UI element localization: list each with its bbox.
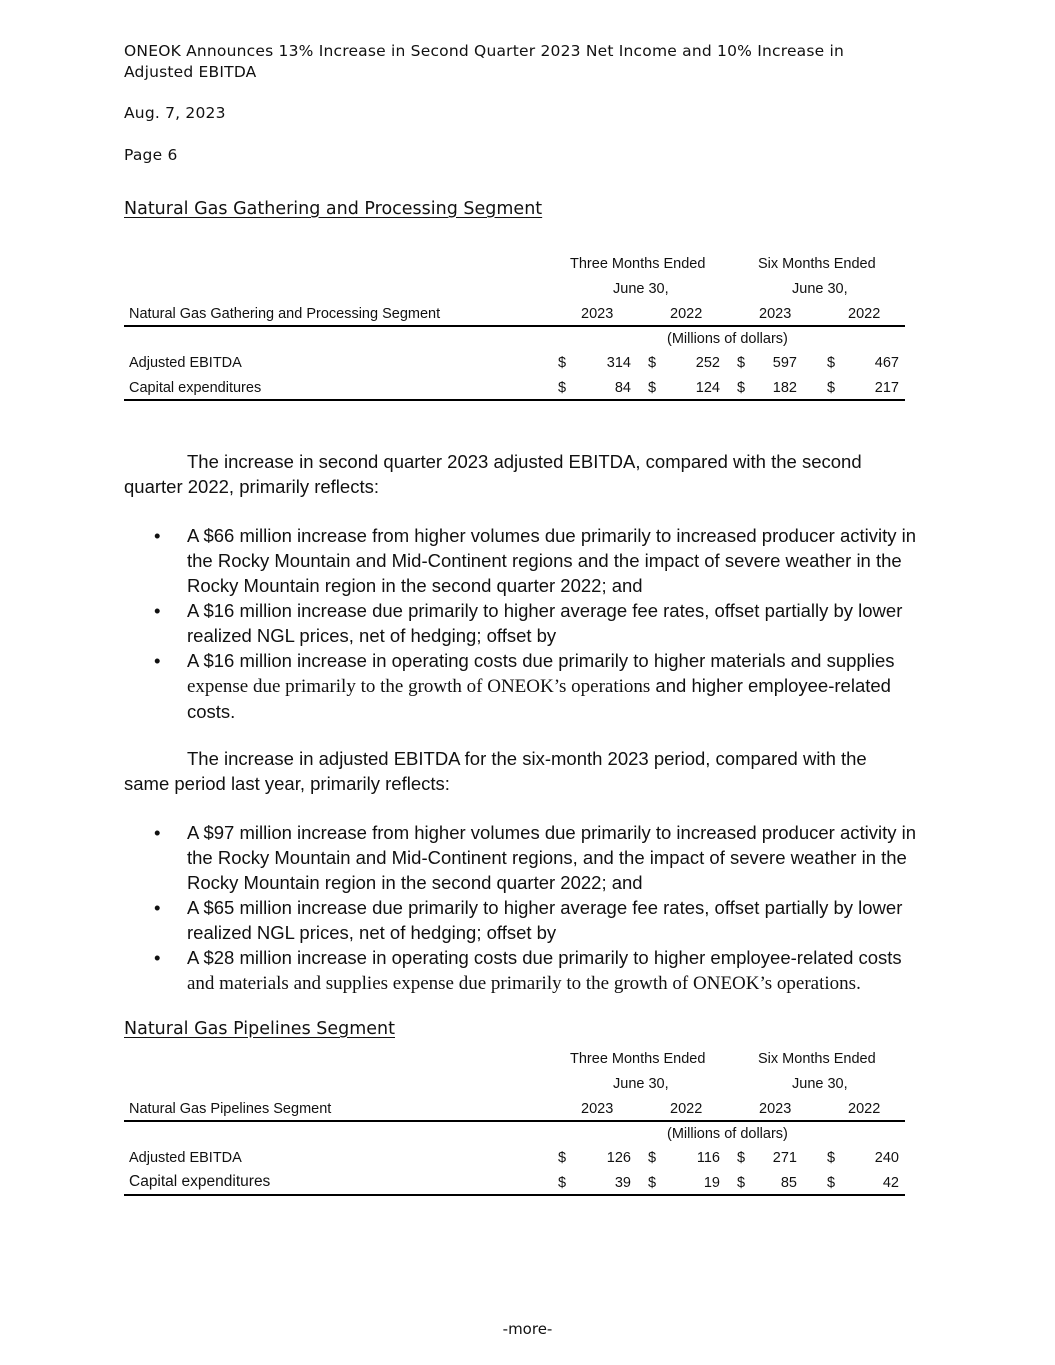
paragraph-six-month: The increase in adjusted EBITDA for the six-month 2023 period, compared with the same period last year, primarily reflects: <box>124 748 867 794</box>
page-number: Page 6 <box>124 146 178 164</box>
table-cell: 597 <box>772 355 797 371</box>
col-header-june30-three: June 30, <box>613 281 669 297</box>
table-cell: 182 <box>772 380 797 396</box>
table-cell: 19 <box>703 1175 720 1191</box>
bullet-text: and higher employee-related costs. <box>187 675 891 722</box>
bullet-text-serif: expense due primarily to the growth of ONEOK’s operations <box>187 676 651 697</box>
paragraph-second-quarter: The increase in second quarter 2023 adjusted EBITDA, compared with the second quarter 2022, primarily reflects: <box>124 451 862 497</box>
bullet-list-second-quarter <box>124 523 934 724</box>
currency-symbol: $ <box>648 1175 657 1191</box>
list-item: • A $28 million increase in operating costs due primarily to higher employee-related costs and materials and supplies expense due primarily to the growth of ONEOK’s operations. <box>154 947 902 994</box>
table-cell: 217 <box>874 380 899 396</box>
bullet-list-six-month <box>124 820 934 996</box>
col-year: 2022 <box>670 1101 703 1117</box>
row-label-adjusted-ebitda: Adjusted EBITDA <box>129 1150 242 1166</box>
col-header-three-months: Three Months Ended <box>570 1051 706 1067</box>
table-header-rule <box>124 1120 905 1122</box>
release-date: Aug. 7, 2023 <box>124 104 226 122</box>
bullet-text: A $28 million increase in operating costs due primarily to higher employee-related costs <box>187 947 902 968</box>
table-cell: 85 <box>780 1175 797 1191</box>
currency-symbol: $ <box>737 355 746 371</box>
table-cell: 42 <box>882 1175 899 1191</box>
more-indicator: -more- <box>502 1320 553 1338</box>
col-year: 2022 <box>848 1101 881 1117</box>
table-cell: 240 <box>874 1150 899 1166</box>
list-item: • A $16 million increase in operating costs due primarily to higher materials and supplies expense due primarily to the growth of ONEOK’s operations and higher employee-related costs. <box>154 650 895 722</box>
col-header-three-months: Three Months Ended <box>570 256 706 272</box>
col-header-six-months: Six Months Ended <box>758 1051 876 1067</box>
col-year: 2022 <box>848 306 881 322</box>
bullet-text: A $16 million increase in operating costs due primarily to higher materials and supplies <box>187 650 895 671</box>
bullet-text-serif: and materials and supplies expense due primarily to the growth of ONEOK’s operations. <box>187 973 861 994</box>
press-release-title: ONEOK Announces 13% Increase in Second Quarter 2023 Net Income and 10% Increase in Adjusted EBITDA <box>124 42 845 81</box>
bullet-text: A $97 million increase from higher volumes due primarily to increased producer activity in the Rocky Mountain and Mid-Continent regions, and the impact of severe weather in the Rocky Mountain region in the second quarter 2022; and <box>187 822 917 893</box>
units-label: (Millions of dollars) <box>667 331 788 347</box>
list-item: • A $16 million increase due primarily to higher average fee rates, offset partially by lower realized NGL prices, net of hedging; offset by <box>154 600 903 646</box>
col-year: 2022 <box>670 306 703 322</box>
table-row-label-header: Natural Gas Gathering and Processing Segment <box>129 306 441 322</box>
col-header-six-months: Six Months Ended <box>758 256 876 272</box>
row-label-capital-expenditures: Capital expenditures <box>129 1173 271 1190</box>
currency-symbol: $ <box>827 1150 836 1166</box>
list-item: • A $97 million increase from higher volumes due primarily to increased producer activity in the Rocky Mountain and Mid-Continent regions, and the impact of severe weather in the Rocky Mountain region in the second quarter 2022; and <box>154 822 917 893</box>
row-label-capital-expenditures: Capital expenditures <box>129 380 262 396</box>
currency-symbol: $ <box>737 1175 746 1191</box>
col-header-june30-six: June 30, <box>792 1076 848 1092</box>
table-bottom-rule <box>124 1194 905 1196</box>
currency-symbol: $ <box>827 1175 836 1191</box>
col-year: 2023 <box>759 306 792 322</box>
list-item: • A $66 million increase from higher volumes due primarily to increased producer activity in the Rocky Mountain and Mid-Continent regions and the impact of severe weather in the Rocky Mountain region in the second quarter 2022; and <box>154 525 917 596</box>
currency-symbol: $ <box>737 1150 746 1166</box>
units-label: (Millions of dollars) <box>667 1126 788 1142</box>
currency-symbol: $ <box>648 355 657 371</box>
list-item: • A $65 million increase due primarily to higher average fee rates, offset partially by lower realized NGL prices, net of hedging; offset by <box>154 897 903 943</box>
table-bottom-rule <box>124 399 905 401</box>
table-cell: 314 <box>606 355 631 371</box>
col-header-june30-six: June 30, <box>792 281 848 297</box>
currency-symbol: $ <box>558 1175 567 1191</box>
table-row-label-header: Natural Gas Pipelines Segment <box>129 1101 332 1117</box>
col-year: 2023 <box>581 306 614 322</box>
table-header-rule <box>124 325 905 327</box>
currency-symbol: $ <box>827 380 836 396</box>
table-cell: 252 <box>695 355 720 371</box>
table-cell: 271 <box>772 1150 797 1166</box>
currency-symbol: $ <box>558 355 567 371</box>
col-year: 2023 <box>581 1101 614 1117</box>
table-cell: 39 <box>614 1175 631 1191</box>
section-title-gathering-processing: Natural Gas Gathering and Processing Segment <box>124 199 543 219</box>
table-cell: 116 <box>696 1150 720 1166</box>
bullet-text: A $16 million increase due primarily to higher average fee rates, offset partially by lower realized NGL prices, net of hedging; offset by <box>187 600 903 646</box>
section-title-pipelines: Natural Gas Pipelines Segment <box>124 1019 395 1039</box>
currency-symbol: $ <box>648 1150 657 1166</box>
table-cell: 84 <box>614 380 631 396</box>
bullet-text: A $65 million increase due primarily to higher average fee rates, offset partially by lower realized NGL prices, net of hedging; offset by <box>187 897 903 943</box>
currency-symbol: $ <box>827 355 836 371</box>
bullet-text: A $66 million increase from higher volumes due primarily to increased producer activity in the Rocky Mountain and Mid-Continent regions and the impact of severe weather in the Rocky Mountain region in the second quarter 2022; and <box>187 525 917 596</box>
table-cell: 126 <box>606 1150 631 1166</box>
row-label-adjusted-ebitda: Adjusted EBITDA <box>129 355 242 371</box>
currency-symbol: $ <box>558 380 567 396</box>
col-header-june30-three: June 30, <box>613 1076 669 1092</box>
currency-symbol: $ <box>648 380 657 396</box>
table-cell: 124 <box>695 380 720 396</box>
currency-symbol: $ <box>558 1150 567 1166</box>
currency-symbol: $ <box>737 380 746 396</box>
table-cell: 467 <box>874 355 899 371</box>
col-year: 2023 <box>759 1101 792 1117</box>
